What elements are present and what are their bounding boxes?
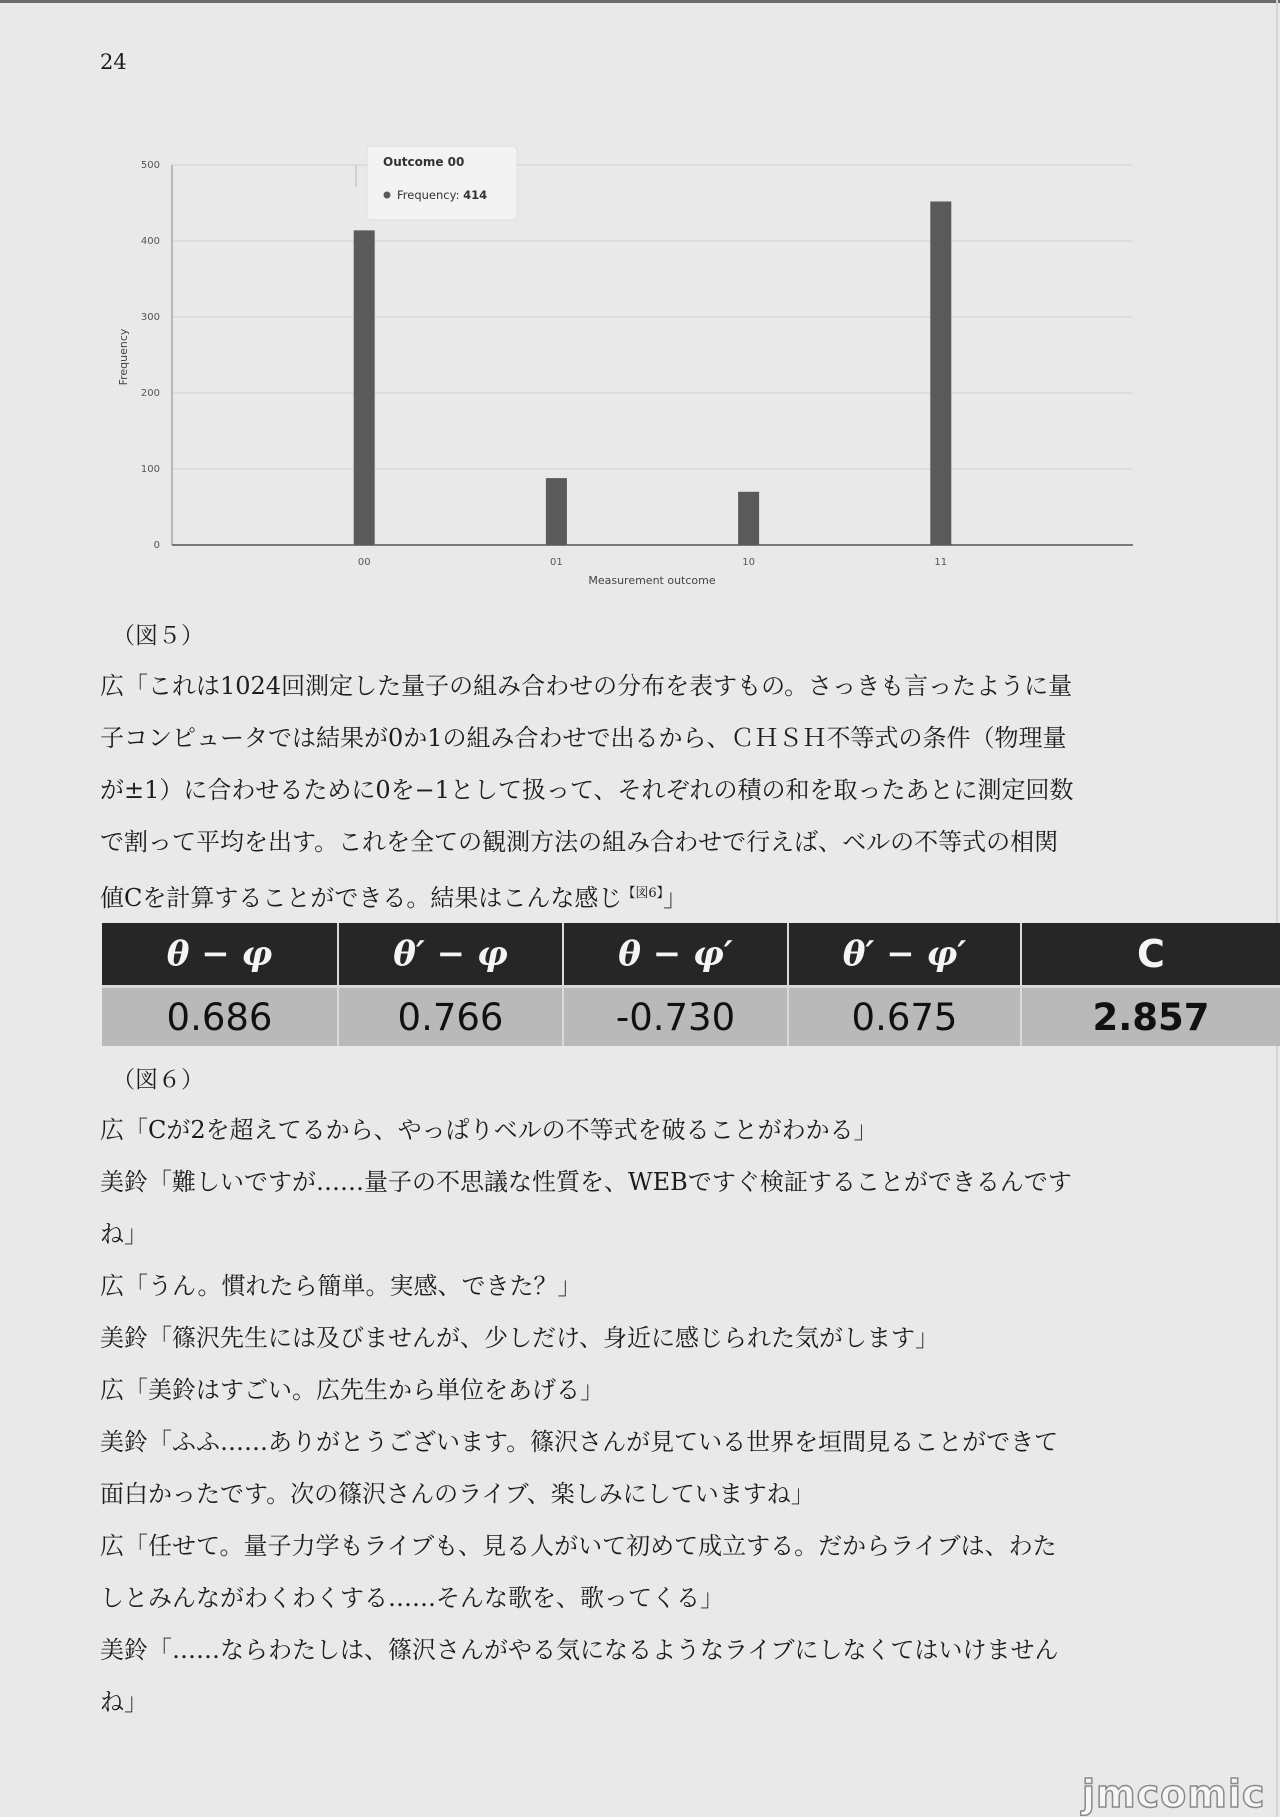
paragraph-1 [100,660,1190,920]
c-value-cell: 2.857 [1021,987,1280,1047]
tooltip [356,146,517,220]
tooltip-title: Outcome 00 [383,155,465,169]
correlation-table [102,923,1280,1046]
y-tick-labels [141,160,160,551]
grid-lines [172,165,1133,469]
bar-11[interactable] [930,201,951,545]
text-line: 美鈴「難しいですが……量子の不思議な性質を、WEBですぐ検証することができるんです [100,1168,1072,1196]
text-line: 広「任せて。量子力学もライブも、見る人がいて初めて成立する。だからライブは、わた [100,1532,1057,1560]
header-c: C [1021,923,1280,987]
bar-01[interactable] [546,478,567,545]
figure-reference: 【図6】 [622,886,664,901]
text-line-content: 値Cを計算することができる。結果はこんな感じ [100,884,623,912]
top-border [0,0,1280,3]
text-line: 広「美鈴はすごい。広先生から単位をあげる」 [100,1376,604,1404]
y-tick-label: 500 [140,160,160,171]
header-theta-minus-phi: θ − φ [102,923,338,987]
x-tick-label: 10 [742,557,755,568]
value-cell: 0.686 [102,987,338,1047]
header-theta-prime-minus-phi-prime: θ′ − φ′ [788,923,1021,987]
text-line: 面白かったです。次の篠沢さんのライブ、楽しみにしていますね」 [100,1480,815,1508]
y-tick-label: 200 [140,388,160,399]
text-line: しとみんながわくわくする……そんな歌を、歌ってくる」 [100,1584,724,1612]
x-tick-label: 00 [357,557,371,568]
y-tick-label: 300 [140,312,160,323]
figure-6-caption: （図６） [112,1067,204,1093]
y-axis-title: Frequency [117,328,130,386]
y-tick-label: 400 [140,236,160,247]
table-value-row [102,987,1280,1047]
y-tick-label: 100 [140,464,160,475]
bars [354,201,952,545]
header-theta-prime-minus-phi: θ′ − φ [338,923,563,987]
text-line: 美鈴「……ならわたしは、篠沢さんがやる気になるようなライブにしなくてはいけません [100,1636,1059,1664]
value-cell: -0.730 [563,987,788,1047]
header-theta-minus-phi-prime: θ − φ′ [563,923,788,987]
page-edge [1276,0,1278,1817]
tooltip-value: 414 [463,188,488,202]
tooltip-marker [384,192,391,199]
value-cell: 0.675 [788,987,1021,1047]
text-line: 広「これは1024回測定した量子の組み合わせの分布を表すもの。さっきも言ったように量 [100,672,1073,700]
paragraph-2 [100,1104,1190,1728]
x-tick-labels [358,557,947,568]
x-tick-label: 01 [550,557,563,568]
text-line: ね」 [100,1688,148,1716]
table-header-row [102,923,1280,987]
bar-00[interactable] [354,230,375,545]
x-axis-title: Measurement outcome [588,574,716,587]
text-line: 広「うん。慣れたら簡単。実感、できた？」 [100,1272,582,1300]
bar-chart [105,145,1145,595]
text-line: が±1）に合わせるために0を−1として扱って、それぞれの積の和を取ったあとに測定回数 [100,776,1074,804]
text-line: で割って平均を出す。これを全ての観測方法の組み合わせで行えば、ベルの不等式の相関 [100,828,1059,856]
figure-5-caption: （図５） [112,623,204,649]
x-tick-label: 11 [934,557,948,568]
text-line [100,868,1190,920]
tooltip-label: Frequency: [397,188,460,202]
value-cell: 0.766 [338,987,563,1047]
text-line: 美鈴「ふふ……ありがとうございます。篠沢さんが見ている世界を垣間見ることができて [100,1428,1059,1456]
text-line: ね」 [100,1220,148,1248]
watermark-logo: jmcomic [1082,1772,1266,1816]
y-tick-label: 0 [153,540,160,551]
text-line: 美鈴「篠沢先生には及びませんが、少しだけ、身近に感じられた気がします」 [100,1324,940,1352]
text-line: 広「Cが2を超えてるから、やっぱりベルの不等式を破ることがわかる」 [100,1116,878,1144]
tooltip-row [397,188,487,202]
text-line: 子コンピュータでは結果が0か1の組み合わせで出るから、ＣＨＳＨ不等式の条件（物理量 [100,724,1067,752]
closing-quote: 」 [663,884,688,912]
page-number: 24 [100,50,127,74]
bar-10[interactable] [738,492,759,545]
